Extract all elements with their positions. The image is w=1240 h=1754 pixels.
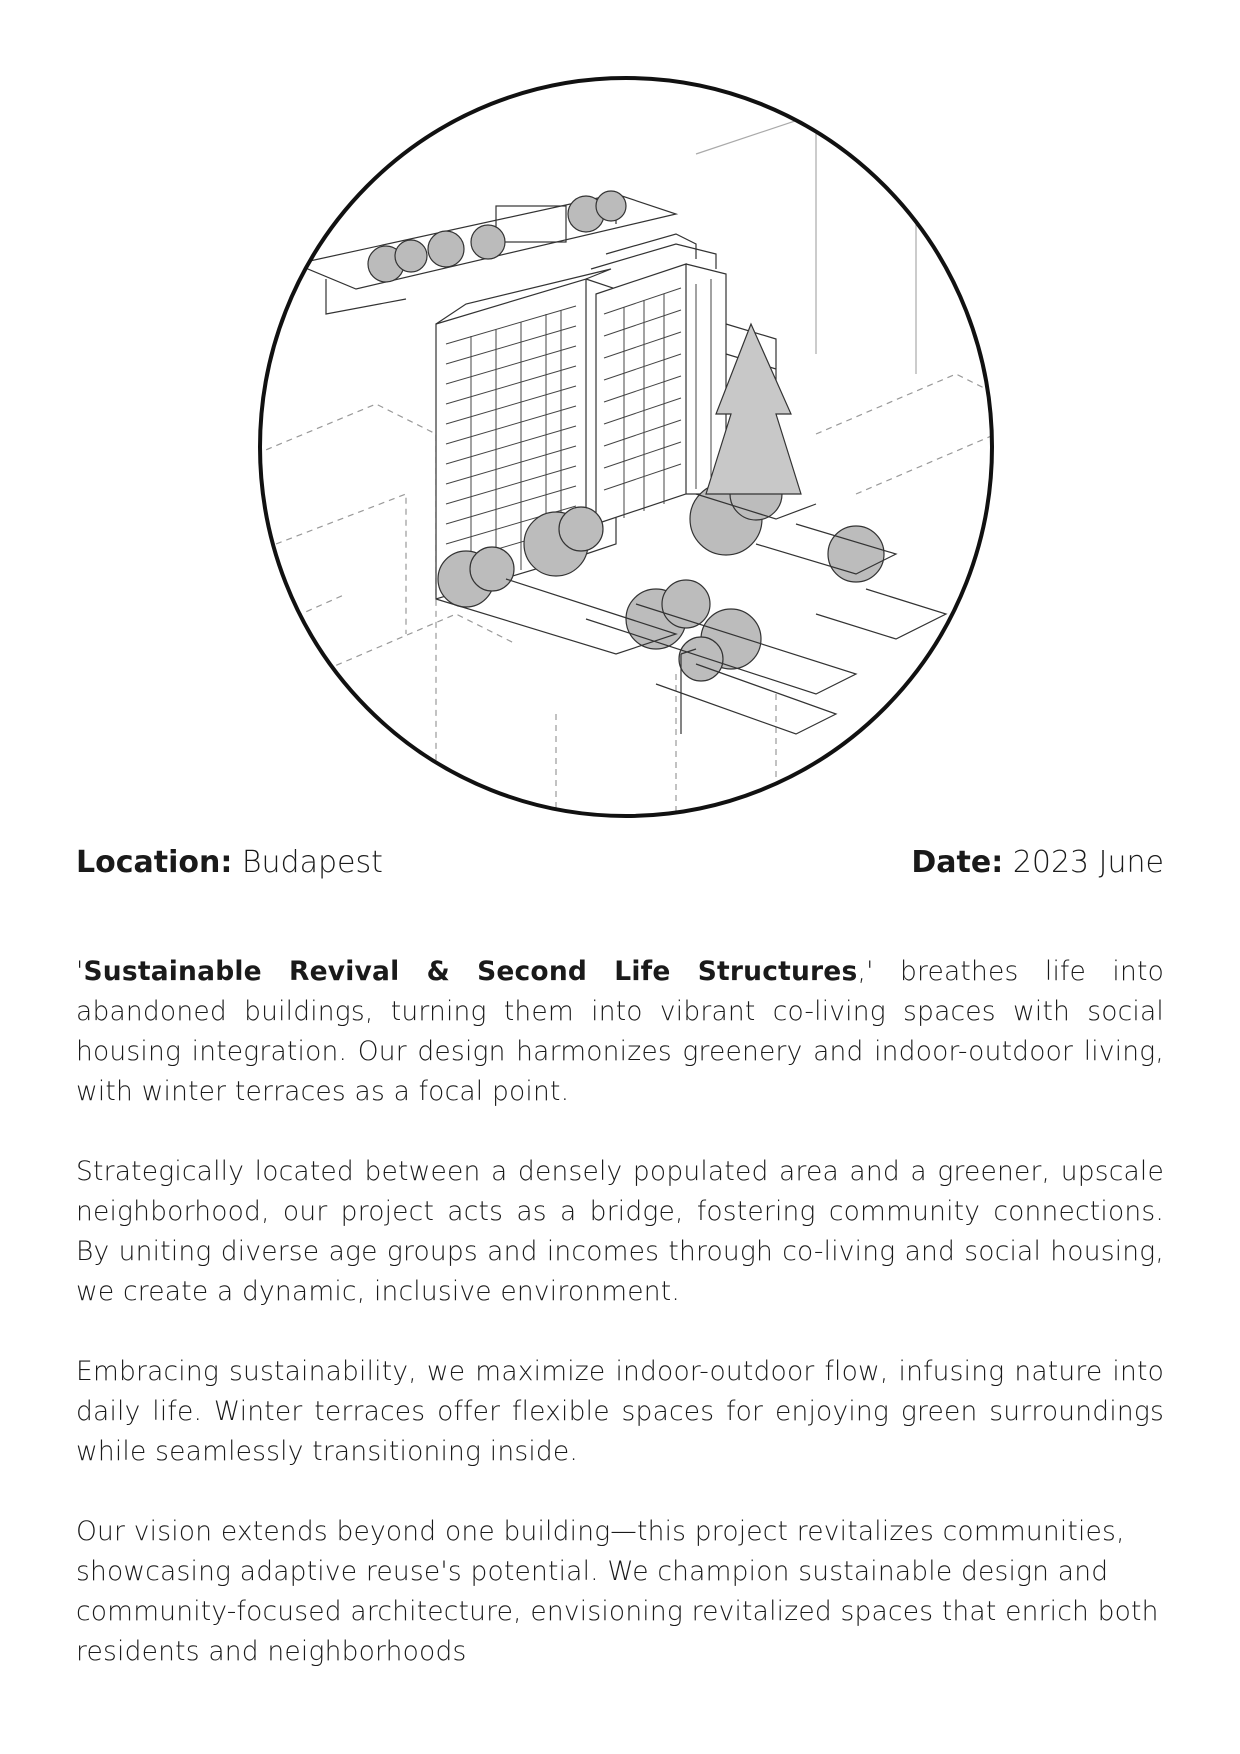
illustration-svg [256, 74, 996, 820]
paragraph-sustainability: Embracing sustainability, we maximize indoor-outdoor flow, infusing nature into daily life. Winter terraces offer flexible spaces for enjoying green surroundings while seamlessly transitioning inside. [76, 1356, 1164, 1467]
rooftop-trees [368, 191, 626, 282]
date-label: Date: [911, 845, 1004, 880]
project-description [76, 952, 1164, 1712]
paragraph-vision: Our vision extends beyond one building—this project revitalizes communities, showcasing adaptive reuse's potential. We champion sustainable design and community-focused architecture, envisioning revitalized spaces that enrich both residents and neighborhoods [76, 1516, 1159, 1667]
open-quote: ' [76, 956, 84, 987]
date-info [911, 838, 1164, 888]
conifer-tree [706, 324, 801, 494]
project-meta-row [76, 838, 1164, 888]
background-tower [696, 114, 916, 374]
building-right-block [591, 234, 726, 524]
paragraph-intro-text: ,' breathes life into abandoned buildings, turning them into vibrant co-living spaces with social housing integration. Our design harmonizes greenery and indoor-outdoor living, with winter terraces as a focal point. [76, 956, 1164, 1107]
building-axonometric-illustration [256, 74, 996, 820]
paragraph-location: Strategically located between a densely populated area and a greener, upscale neighborhood, our project acts as a bridge, fostering community connections. By uniting diverse age groups and incomes through co-living and social housing, we create a dynamic, inclusive environment. [76, 1156, 1164, 1307]
location-info [76, 838, 383, 888]
paragraph-intro [76, 952, 1164, 1112]
date-value: 2023 June [1012, 845, 1164, 880]
location-value: Budapest [241, 845, 383, 880]
location-label: Location: [76, 845, 233, 880]
project-title: Sustainable Revival & Second Life Structures [83, 956, 858, 987]
